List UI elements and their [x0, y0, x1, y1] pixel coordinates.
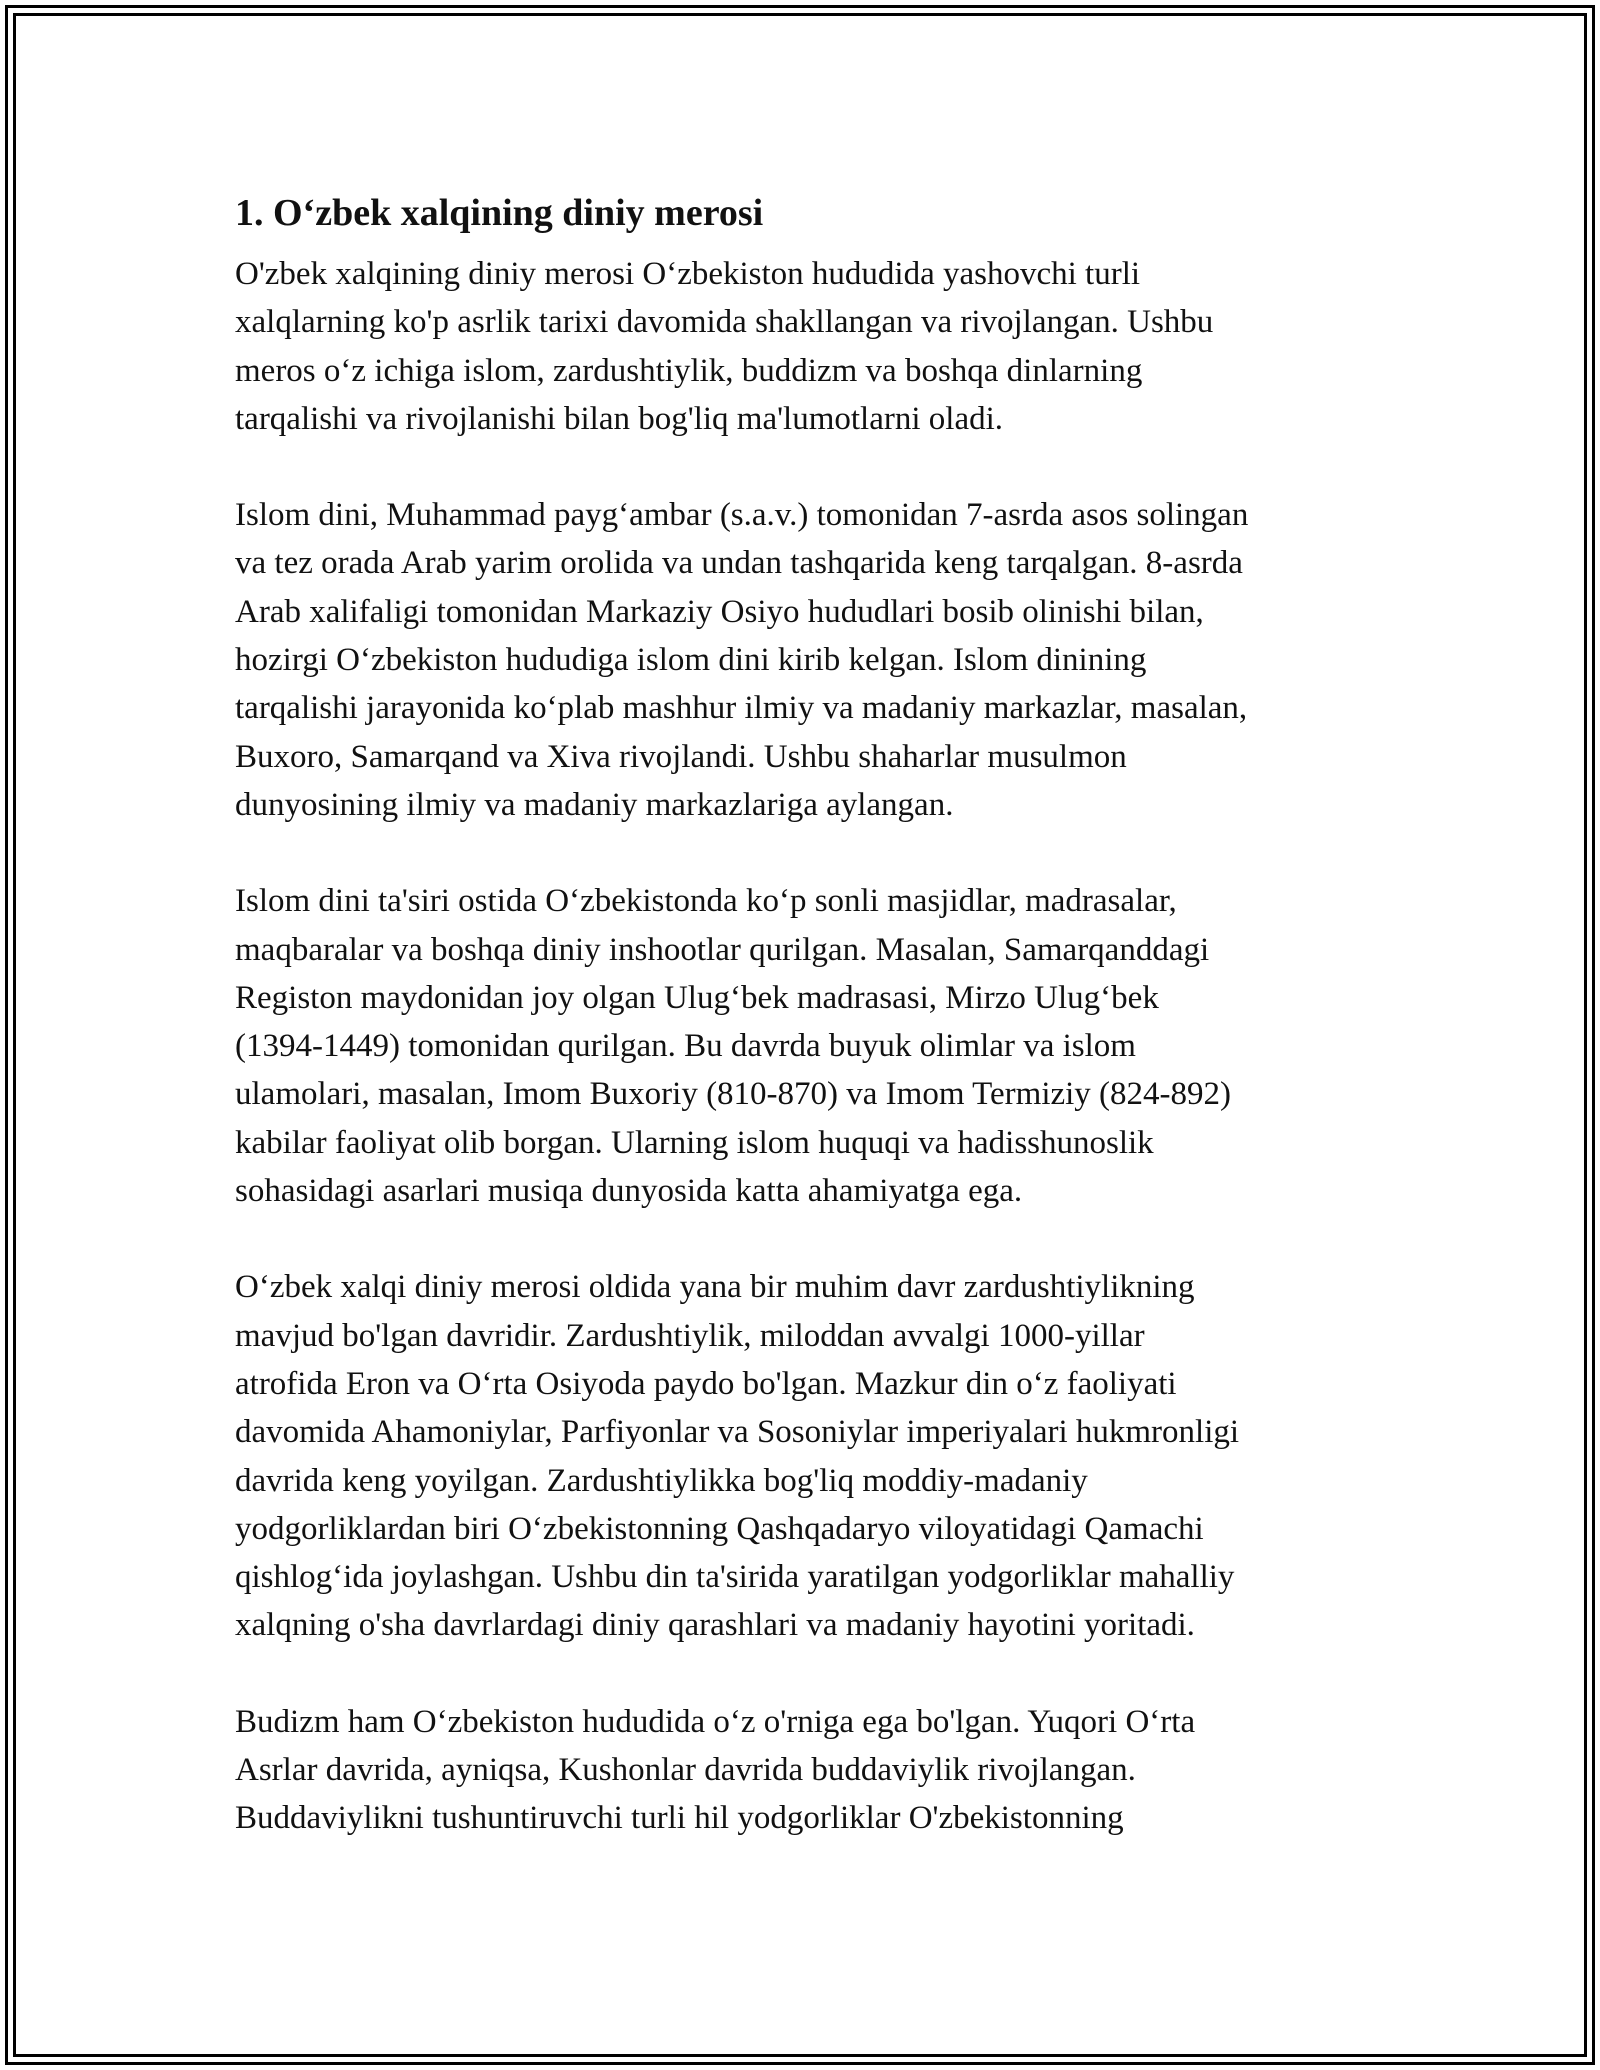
paragraph-buddhism: [235, 1698, 1385, 1843]
paragraph-zoroastrianism: [235, 1263, 1385, 1649]
text-line: Buxoro, Samarqand va Xiva rivojlandi. Ushbu shaharlar musulmon: [235, 738, 1127, 775]
text-line: mavjud bo'lgan davridir. Zardushtiylik, miloddan avvalgi 1000-yillar: [235, 1317, 1145, 1354]
text-line: Budizm ham O‘zbekiston hududida o‘z o'rniga ega bo'lgan. Yuqori O‘rta: [235, 1703, 1196, 1740]
paragraph-intro: [235, 250, 1385, 443]
text-line: va tez orada Arab yarim orolida va undan tashqarida keng tarqalgan. 8-asrda: [235, 545, 1243, 582]
section-title: 1. O‘zbek xalqining diniy merosi: [235, 192, 764, 234]
text-line: davomida Ahamoniylar, Parfiyonlar va Sosoniylar imperiyalari hukmronligi: [235, 1414, 1240, 1451]
text-line: yodgorliklardan biri O‘zbekistonning Qashqadaryo viloyatidagi Qamachi: [235, 1510, 1204, 1547]
text-line: dunyosining ilmiy va madaniy markazlariga aylangan.: [235, 786, 954, 823]
text-line: davrida keng yoyilgan. Zardushtiylikka bog'liq moddiy-madaniy: [235, 1462, 1088, 1499]
text-line: qishlog‘ida joylashgan. Ushbu din ta'sirida yaratilgan yodgorliklar mahalliy: [235, 1559, 1235, 1596]
text-line: Buddaviylikni tushuntiruvchi turli hil yodgorliklar O'zbekistonning: [235, 1800, 1124, 1837]
text-line: sohasidagi asarlari musiqa dunyosida katta ahamiyatga ega.: [235, 1173, 1023, 1210]
text-line: Islom dini ta'siri ostida O‘zbekistonda ko‘p sonli masjidlar, madrasalar,: [235, 883, 1177, 920]
text-line: tarqalishi va rivojlanishi bilan bog'liq ma'lumotlarni oladi.: [235, 400, 1004, 437]
text-line: O'zbek xalqining diniy merosi O‘zbekiston hududida yashovchi turli: [235, 256, 1141, 292]
text-line: hozirgi O‘zbekiston hududiga islom dini kirib kelgan. Islom dinining: [235, 642, 1147, 679]
paragraph-islam: [235, 491, 1385, 829]
text-line: (1394-1449) tomonidan qurilgan. Bu davrda buyuk olimlar va islom: [235, 1028, 1136, 1065]
text-line: Islom dini, Muhammad payg‘ambar (s.a.v.) tomonidan 7-asrda asos solingan: [235, 497, 1249, 534]
text-line: Arab xalifaligi tomonidan Markaziy Osiyo hududlari bosib olinishi bilan,: [235, 593, 1204, 630]
text-line: xalqning o'sha davrlardagi diniy qarashlari va madaniy hayotini yoritadi.: [235, 1607, 1195, 1644]
text-line: maqbaralar va boshqa diniy inshootlar qurilgan. Masalan, Samarqanddagi: [235, 931, 1210, 968]
document-content: [235, 186, 1385, 1891]
paragraph-islamic-architecture: [235, 877, 1385, 1215]
text-line: xalqlarning ko'p asrlik tarixi davomida shakllangan va rivojlangan. Ushbu: [235, 304, 1214, 341]
text-line: O‘zbek xalqi diniy merosi oldida yana bir muhim davr zardushtiylikning: [235, 1269, 1195, 1306]
text-line: tarqalishi jarayonida ko‘plab mashhur ilmiy va madaniy markazlar, masalan,: [235, 690, 1248, 727]
text-line: kabilar faoliyat olib borgan. Ularning islom huquqi va hadisshunoslik: [235, 1124, 1154, 1161]
text-line: atrofida Eron va O‘rta Osiyoda paydo bo'lgan. Mazkur din o‘z faoliyati: [235, 1365, 1177, 1402]
text-line: Registon maydonidan joy olgan Ulug‘bek madrasasi, Mirzo Ulug‘bek: [235, 979, 1159, 1016]
text-line: meros o‘z ichiga islom, zardushtiylik, buddizm va boshqa dinlarning: [235, 352, 1143, 389]
text-line: Asrlar davrida, ayniqsa, Kushonlar davrida buddaviylik rivojlangan.: [235, 1752, 1136, 1789]
text-line: ulamolari, masalan, Imom Buxoriy (810-870) va Imom Termiziy (824-892): [235, 1076, 1232, 1113]
